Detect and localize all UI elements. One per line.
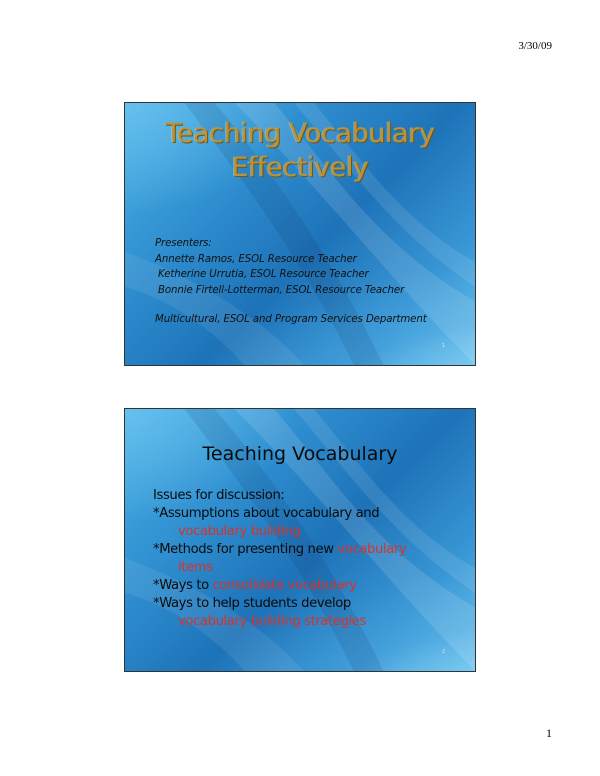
item-3-highlight-inline: consolidate vocabulary [212, 578, 357, 593]
slide-1-number: 1 [441, 343, 445, 349]
slide-1 [124, 102, 476, 366]
item-4-highlight: vocabulary building strategies [178, 614, 366, 629]
page-date: 3/30/09 [518, 40, 552, 52]
slide-2-body [153, 487, 473, 631]
presenters-label: Presenters: [155, 238, 212, 249]
slide-1-title: Teaching Vocabulary Effectively [165, 118, 435, 183]
slide-1-body [155, 236, 475, 328]
presenter-1: Annette Ramos, ESOL Resource Teacher [155, 253, 357, 265]
discussion-intro: Issues for discussion: [153, 488, 285, 503]
item-2-highlight-inline: vocabulary [337, 542, 407, 557]
item-3-line-1: *Ways to consolidate vocabulary [153, 578, 357, 593]
item-2-line-1: *Methods for presenting new vocabulary [153, 542, 407, 557]
item-2-highlight: items [178, 560, 213, 575]
page-number: 1 [546, 726, 552, 740]
slide-2-title: Teaching Vocabulary [202, 443, 398, 465]
item-4-line-1: *Ways to help students develop [153, 596, 351, 611]
department-name: Multicultural, ESOL and Program Services Department [155, 314, 427, 325]
presenter-2: Ketherine Urrutia, ESOL Resource Teacher [158, 269, 369, 280]
slide-2 [124, 408, 476, 672]
presenter-3: Bonnie Firtell-Lotterman, ESOL Resource Teacher [158, 284, 405, 296]
item-1-highlight: vocabulary building [178, 524, 301, 539]
item-1-line-1: *Assumptions about vocabulary and [153, 506, 380, 521]
slide-2-number: 2 [441, 649, 445, 655]
